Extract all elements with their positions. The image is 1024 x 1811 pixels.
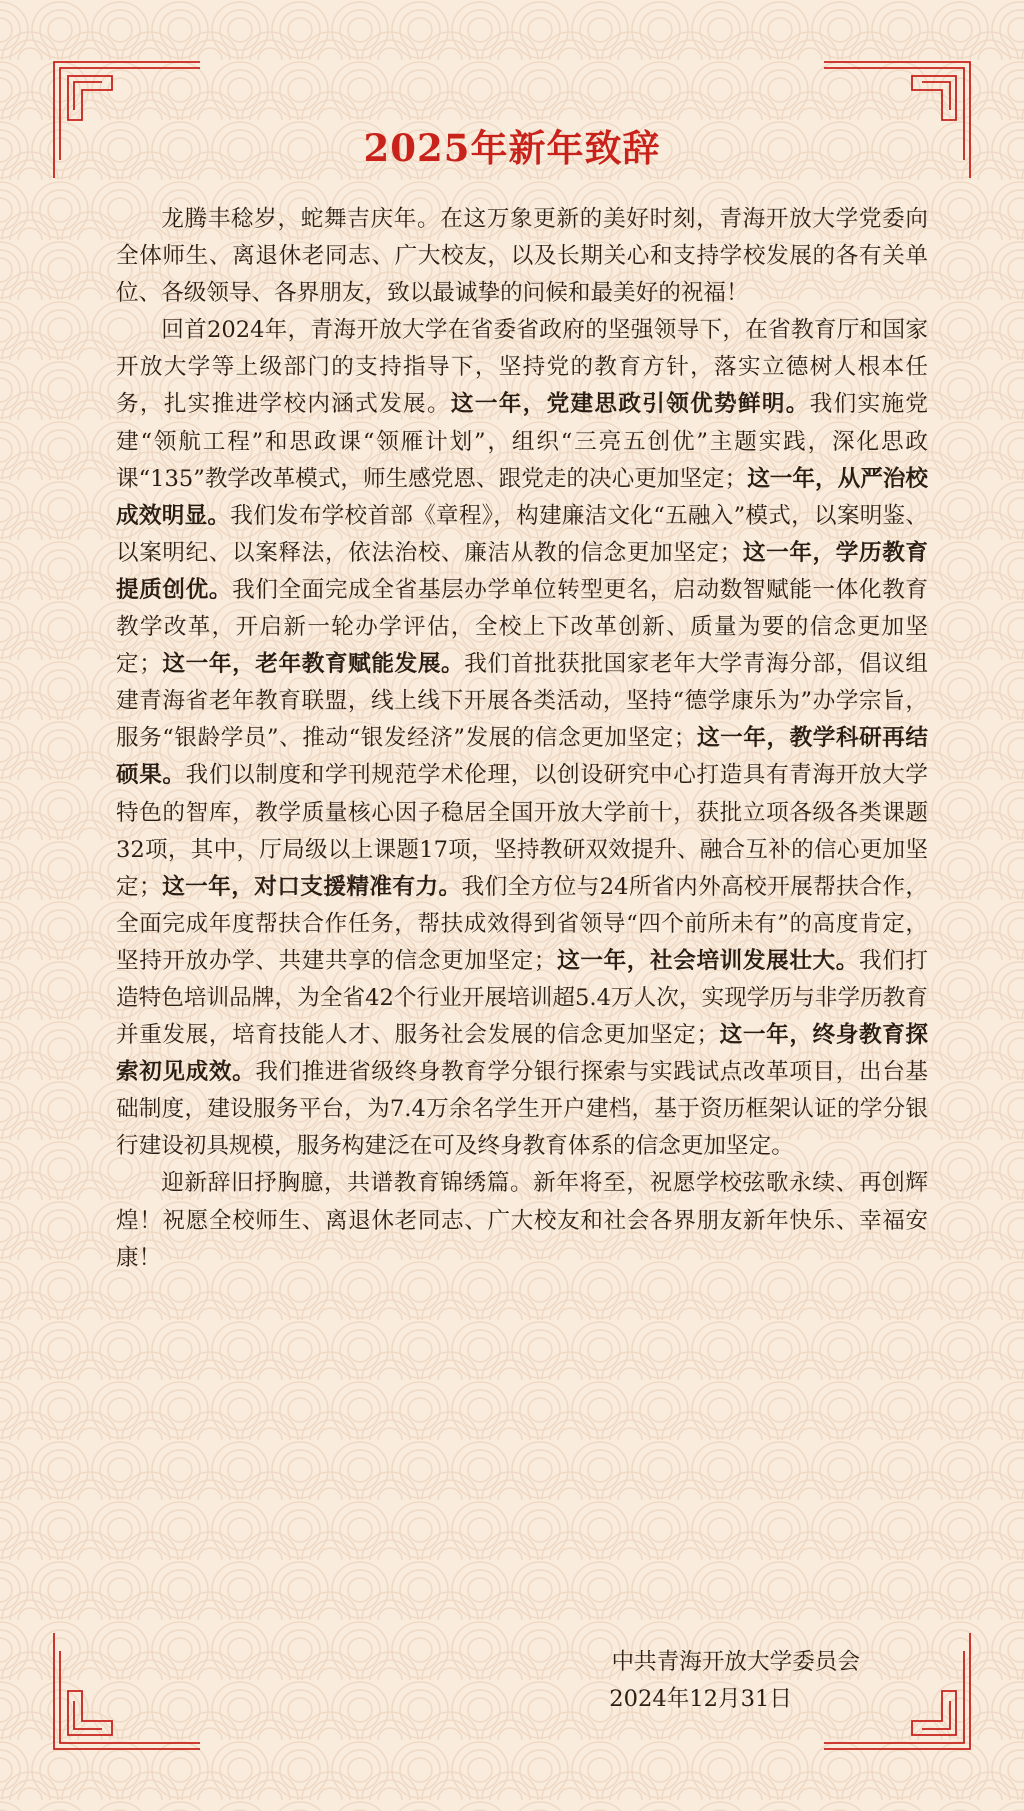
corner-frame-bottom-left	[52, 1631, 202, 1751]
highlight-phrase: 这一年，党建思政引领优势鲜明。	[450, 391, 810, 418]
text-run: 龙腾丰稔岁，蛇舞吉庆年。在这万象更新的美好时刻，青海开放大学党委向全体师生、离退休老同志、广大校友，以及长期关心和支持学校发展的各有关单位、各级领导、各界朋友，致以最诚挚的问候和最美好的祝福！	[116, 206, 928, 307]
highlight-phrase: 这一年，老年教育赋能发展。	[161, 651, 465, 678]
text-run: 我们打造特色培训品牌，为全省42个行业开展培训超5.4万人次，实现学历与非学历教育并重发展，培育技能人才、服务社会发展的信念更加坚定；	[116, 947, 929, 1049]
paragraph-greeting	[116, 201, 928, 312]
paragraph-closing	[116, 1165, 928, 1276]
text-run: 我们全面完成全省基层办学单位转型更名，启动数智赋能一体化教育教学改革，开启新一轮办学评估，全校上下改革创新、质量为要的信念更加坚定；	[116, 576, 929, 678]
text-run: 我们全方位与24所省内外高校开展帮扶合作，全面完成年度帮扶合作任务，帮扶成效得到省领导“四个前所未有”的高度肯定，坚持开放办学、共建共享的信念更加坚定；	[116, 873, 929, 974]
text-run: 我们发布学校首部《章程》，构建廉洁文化“五融入”模式，以案明鉴、以案明纪、以案释法，依法治校、廉洁从教的信念更加坚定；	[116, 502, 928, 566]
text-run: 回首2024年，青海开放大学在省委省政府的坚强领导下，在省教育厅和国家开放大学等上级部门的支持指导下，坚持党的教育方针，落实立德树人根本任务，扎实推进学校内涵式发展。	[116, 317, 928, 418]
page-title: 2025年新年致辞	[363, 126, 661, 170]
text-run: 我们推进省级终身教育学分银行探索与实践试点改革项目，出台基础制度，建设服务平台，为7.4万余名学生开户建档，基于资历框架认证的学分银行建设初具规模，服务构建泛在可及终身教育体系的信念更加坚定。	[116, 1059, 929, 1160]
text-run: 我们首批获批国家老年大学青海分部，倡议组建青海省老年教育联盟，线上线下开展各类活动，坚持“德学康乐为”办学宗旨，服务“银龄学员”、推动“银发经济”发展的信念更加坚定；	[116, 651, 929, 752]
highlight-phrase: 这一年，终身教育探索初见成效。	[116, 1022, 929, 1086]
letter-body	[116, 201, 928, 1277]
highlight-phrase: 这一年，教学科研再结硕果。	[116, 725, 929, 789]
signature-block	[500, 1644, 860, 1718]
highlight-phrase: 这一年，从严治校成效明显。	[116, 465, 928, 529]
highlight-phrase: 这一年，学历教育提质创优。	[116, 539, 929, 603]
text-run: 我们以制度和学刊规范学术伦理，以创设研究中心打造具有青海开放大学特色的智库，教学质量核心因子稳居全国开放大学前十，获批立项各级各类课题32项，其中，厅局级以上课题17项，坚持教研双效提升、融合互补的信心更加坚定；	[116, 762, 929, 900]
highlight-phrase: 这一年，社会培训发展壮大。	[556, 947, 859, 974]
highlight-phrase: 这一年，对口支援精准有力。	[161, 873, 462, 900]
text-run: 我们实施党建“领航工程”和思政课“领雁计划”，组织“三亮五创优”主题实践，深化思政课“135”教学改革模式，师生感党恩、跟党走的决心更加坚定；	[116, 391, 929, 492]
paragraph-review	[116, 312, 928, 1165]
text-run: 迎新辞旧抒胸臆，共谱教育锦绣篇。新年将至，祝愿学校弦歌永续、再创辉煌！祝愿全校师生、离退休老同志、广大校友和社会各界朋友新年快乐、幸福安康！	[116, 1170, 928, 1271]
signature-organization: 中共青海开放大学委员会	[611, 1649, 860, 1675]
signature-date: 2024年12月31日	[609, 1686, 792, 1712]
